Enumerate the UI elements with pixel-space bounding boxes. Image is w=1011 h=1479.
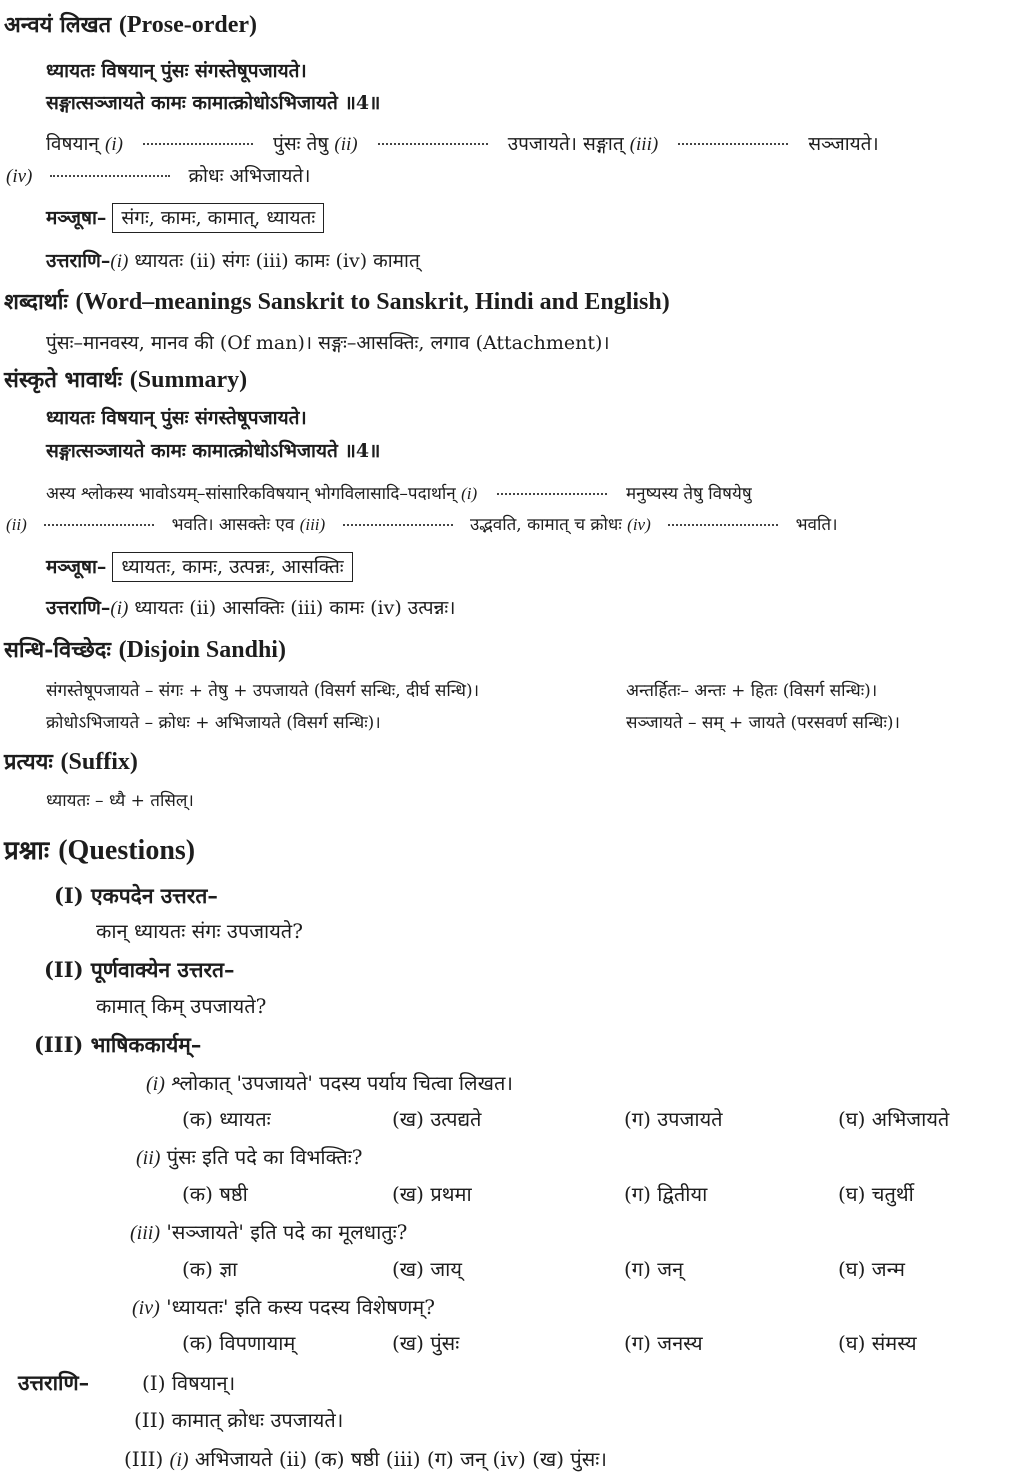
option: (घ) अभिजायते [838, 1107, 950, 1131]
question-text: 'सञ्जायते' इति पदे का मूलधातुः? [166, 1220, 408, 1244]
text: भवति। [795, 515, 838, 535]
anvaya-heading [4, 12, 257, 38]
blank [343, 512, 453, 526]
option: (घ) चतुर्थी [838, 1182, 914, 1206]
anvaya-manjusha [46, 203, 324, 233]
bhavartha-para-line-1 [46, 481, 752, 507]
marker: (iii) [629, 134, 659, 155]
marker: (i) [169, 1449, 189, 1471]
heading-english: (Suffix) [60, 749, 138, 775]
option: (ख) प्रथमा [392, 1182, 472, 1206]
heading-english: (Disjoin Sandhi) [118, 637, 286, 663]
bhavartha-answers [46, 595, 455, 622]
marker: (i) [110, 598, 129, 619]
question-text: 'ध्यायतः' इति कस्य पदस्य विशेषणम्? [166, 1295, 435, 1319]
option: (घ) जन्म [838, 1257, 905, 1281]
sandhi-row-2-right: सञ्जायते – सम् + जायते (परसवर्ण सन्धिः)। [626, 713, 900, 733]
option: (ग) जन् [624, 1257, 684, 1281]
q-III-3 [130, 1219, 407, 1246]
option: (क) षष्ठी [182, 1182, 248, 1206]
marker: (i) [461, 484, 478, 503]
text: उद्भवति, कामात् च क्रोधः [470, 515, 628, 535]
manjusha-box: संगः, कामः, कामात्, ध्यायतः [112, 203, 324, 233]
heading-english: (Questions) [58, 835, 196, 866]
marker: (iii) [130, 1222, 160, 1244]
anvaya-answers [46, 248, 420, 275]
answers-label: उत्तराणि– [46, 597, 111, 619]
sandhi-row-1-left: संगस्तेषूपजायते – संगः + तेषु + उपजायते (विसर्ग सन्धिः, दीर्घ सन्धि)। [46, 681, 480, 701]
blank [44, 512, 154, 526]
text: (III) [124, 1447, 170, 1471]
text: भवति। आसक्तेः एव [171, 515, 300, 535]
answers-label: उत्तराणि– [46, 250, 111, 272]
blank [143, 131, 253, 145]
marker: (i) [110, 251, 129, 272]
verse-line-2: सङ्गात्सञ्जायते कामः कामात्क्रोधोऽभिजायते ॥4॥ [46, 92, 381, 114]
q-III-2 [136, 1144, 363, 1171]
question-text: पुंसः इति पदे का विभक्तिः? [166, 1145, 363, 1169]
sandhi-row-2-left: क्रोधोऽभिजायते – क्रोधः + अभिजायते (विसर्ग सन्धिः)। [46, 713, 381, 733]
marker: (i) [105, 134, 123, 155]
questions-heading [4, 835, 196, 866]
answers-text: ध्यायतः (ii) आसक्तिः (iii) कामः (iv) उत्पन्नः। [128, 597, 456, 619]
final-answer-II: (II) कामात् क्रोधः उपजायते। [134, 1408, 344, 1432]
shabdartha-line: पुंसः–मानवस्य, मानव की (Of man)। सङ्गः–आसक्तिः, लगाव (Attachment)। [46, 332, 610, 354]
heading-hindi: प्रत्ययः [4, 749, 53, 775]
blank [678, 131, 788, 145]
option: (क) विपणायाम् [182, 1331, 296, 1355]
text: विषयान् [46, 133, 105, 155]
sandhi-heading [4, 637, 286, 663]
marker: (iv) [132, 1297, 160, 1319]
anvaya-para-line-2 [6, 163, 310, 190]
q-III-4 [132, 1294, 435, 1321]
option: (घ) संमस्य [838, 1331, 917, 1355]
final-answer-I: (I) विषयान्। [142, 1371, 236, 1395]
verse-line-1: ध्यायतः विषयान् पुंसः संगस्तेषूपजायते। [46, 407, 307, 429]
option: (ख) पुंसः [392, 1331, 460, 1355]
option: (ग) जनस्य [624, 1331, 703, 1355]
q-I-label: (I) एकपदेन उत्तरत– [54, 883, 218, 908]
anvaya-para-line-1 [46, 131, 879, 158]
bhavartha-para-line-2 [6, 512, 838, 538]
q-I-text: कान् ध्यायतः संगः उपजायते? [96, 919, 303, 943]
blank [497, 481, 607, 495]
shabdartha-heading [4, 289, 670, 315]
heading-hindi: शब्दार्थाः [4, 289, 68, 315]
heading-hindi: प्रश्नाः [4, 836, 50, 866]
q-II-label: (II) पूर्णवाक्येन उत्तरत– [44, 957, 235, 982]
text: पुंसः तेषु [273, 133, 335, 155]
q-III-label: (III) भाषिककार्यम्– [34, 1032, 202, 1057]
marker: (iv) [627, 515, 651, 534]
text: अभिजायते (ii) (क) षष्ठी (iii) (ग) जन् (iv) (ख) पुंसः। [188, 1447, 607, 1471]
marker: (iv) [6, 166, 33, 187]
final-answer-III [124, 1446, 607, 1473]
text: सञ्जायते। [808, 133, 879, 155]
heading-hindi: संस्कृते भावार्थः [4, 367, 123, 393]
verse-line-1: ध्यायतः विषयान् पुंसः संगस्तेषूपजायते। [46, 60, 307, 82]
heading-hindi: अन्वयं लिखत [4, 12, 112, 38]
answers-text: ध्यायतः (ii) संगः (iii) कामः (iv) कामात् [128, 250, 420, 272]
heading-hindi: सन्धि-विच्छेदः [4, 637, 111, 663]
blank [50, 163, 170, 177]
q-II-text: कामात् किम् उपजायते? [96, 994, 267, 1018]
option: (क) ध्यायतः [182, 1107, 271, 1131]
marker: (ii) [136, 1147, 161, 1169]
final-answers-label: उत्तराणि– [18, 1370, 90, 1395]
manjusha-label: मञ्जूषा– [46, 207, 107, 229]
text: क्रोधः अभिजायते। [188, 165, 311, 187]
pratyaya-line: ध्यायतः – ध्यै + तसिल्। [46, 791, 194, 811]
marker: (i) [146, 1073, 165, 1095]
pratyaya-heading [4, 749, 138, 775]
blank [378, 131, 488, 145]
marker: (ii) [334, 134, 358, 155]
option: (ख) जाय् [392, 1257, 462, 1281]
heading-english: (Summary) [129, 367, 248, 393]
bhavartha-manjusha [46, 552, 353, 582]
manjusha-label: मञ्जूषा– [46, 556, 107, 578]
marker: (iii) [299, 515, 326, 534]
option: (ख) उत्पद्यते [392, 1107, 482, 1131]
blank [668, 512, 778, 526]
option: (क) ज्ञा [182, 1257, 238, 1281]
option: (ग) उपजायते [624, 1107, 723, 1131]
question-text: श्लोकात् 'उपजायते' पदस्य पर्याय चित्वा लिखत। [171, 1071, 513, 1095]
marker: (ii) [6, 515, 27, 534]
heading-english: (Prose-order) [118, 12, 258, 38]
heading-english: (Word–meanings Sanskrit to Sanskrit, Hindi and English) [75, 289, 670, 315]
sandhi-row-1-right: अन्तर्हितः– अन्तः + हितः (विसर्ग सन्धिः)। [626, 681, 878, 701]
text: मनुष्यस्य तेषु विषयेषु [625, 484, 752, 504]
text: अस्य श्लोकस्य भावोऽयम्–सांसारिकविषयान् भोगविलासादि–पदार्थान् [46, 484, 462, 504]
manjusha-box: ध्यायतः, कामः, उत्पन्नः, आसक्तिः [112, 552, 352, 582]
verse-line-2: सङ्गात्सञ्जायते कामः कामात्क्रोधोऽभिजायते ॥4॥ [46, 440, 381, 462]
bhavartha-heading [4, 367, 247, 393]
option: (ग) द्वितीया [624, 1182, 708, 1206]
q-III-1 [146, 1070, 513, 1097]
text: उपजायते। सङ्गात् [507, 133, 630, 155]
